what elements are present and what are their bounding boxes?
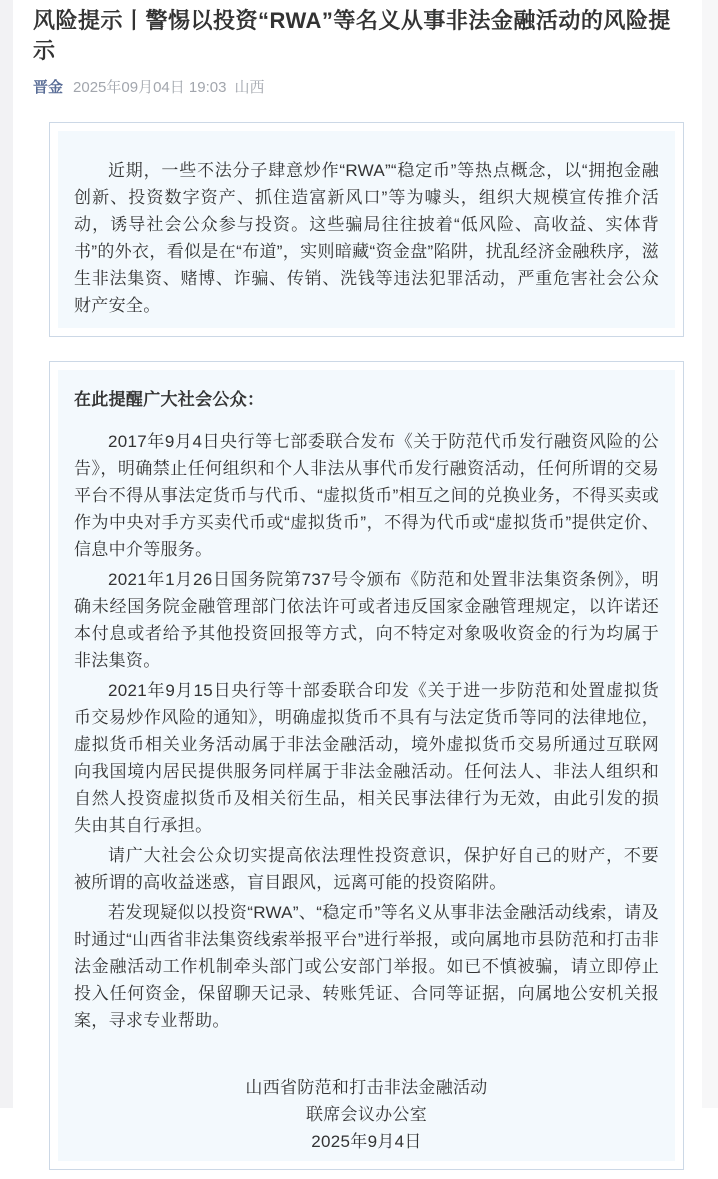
intro-box	[49, 122, 684, 337]
notice-paragraph-2: 2021年1月26日国务院第737号令颁布《防范和处置非法集资条例》，明确未经国务院金融管理部门依法许可或者违反国家金融管理规定，以许诺还本付息或者给予其他投资回报等方式，向不特定对象吸收资金的行为均属于非法集资。	[74, 570, 659, 670]
publish-datetime: 2025年09月04日 19:03	[73, 79, 227, 96]
intro-paragraph: 近期，一些不法分子肆意炒作“RWA”“稳定币”等热点概念，以“拥抱金融创新、投资数字资产、抓住造富新风口”等为噱头，组织大规模宣传推介活动，诱导社会公众参与投资。这些骗局往往披着“低风险、高收益、实体背书”的外衣，看似是在“布道”，实则暗藏“资金盘”陷阱，扰乱经济金融秩序，滋生非法集资、赌博、诈骗、传销、洗钱等违法犯罪活动，严重危害社会公众财产安全。	[74, 161, 659, 315]
signature-block	[74, 1074, 659, 1155]
notice-paragraph-4: 请广大社会公众切实提高依法理性投资意识，保护好自己的财产，不要被所谓的高收益迷惑，盲目跟风，远离可能的投资陷阱。	[74, 846, 659, 892]
notice-paragraph-1: 2017年9月4日央行等七部委联合发布《关于防范代币发行融资风险的公告》，明确禁止任何组织和个人非法从事代币发行融资活动，任何所谓的交易平台不得从事法定货币与代币、“虚拟货币”相互之间的兑换业务，不得买卖或作为中央对手方买卖代币或“虚拟货币”，不得为代币或“虚拟货币”提供定价、信息中介等服务。	[74, 432, 659, 559]
notice-heading: 在此提醒广大社会公众：	[74, 390, 265, 409]
article-meta	[33, 78, 684, 98]
notice-paragraph-5: 若发现疑似以投资“RWA”、“稳定币”等名义从事非法金融活动线索，请及时通过“山西省非法集资线索举报平台”进行举报，或向属地市县防范和打击非法金融活动工作机制牵头部门或公安部门举报。如已不慎被骗，请立即停止投入任何资金，保留聊天记录、转账凭证、合同等证据，向属地公安机关报案，寻求专业帮助。	[74, 903, 659, 1030]
notice-paragraph-3: 2021年9月15日央行等十部委联合印发《关于进一步防范和处置虚拟货币交易炒作风险的通知》，明确虚拟货币不具有与法定货币等同的法律地位，虚拟货币相关业务活动属于非法金融活动，境外虚拟货币交易所通过互联网向我国境内居民提供服务同样属于非法金融活动。任何法人、非法人组织和自然人投资虚拟货币及相关衍生品，相关民事法律行为无效，由此引发的损失由其自行承担。	[74, 681, 659, 835]
signature-org-line-1: 山西省防范和打击非法金融活动	[245, 1078, 488, 1097]
page-left-gutter	[0, 0, 13, 1108]
intro-box-inner	[58, 131, 675, 328]
article-page	[13, 0, 702, 1179]
notice-box	[49, 361, 684, 1170]
page-right-gutter	[702, 0, 718, 1108]
account-name-link[interactable]: 晋金	[33, 79, 64, 96]
signature-org-line-2: 联席会议办公室	[305, 1105, 428, 1124]
notice-box-inner	[58, 370, 675, 1161]
signature-date: 2025年9月4日	[311, 1132, 422, 1151]
page-title: 风险提示丨警惕以投资“RWA”等名义从事非法金融活动的风险提示	[33, 8, 671, 63]
publish-region: 山西	[234, 79, 265, 96]
